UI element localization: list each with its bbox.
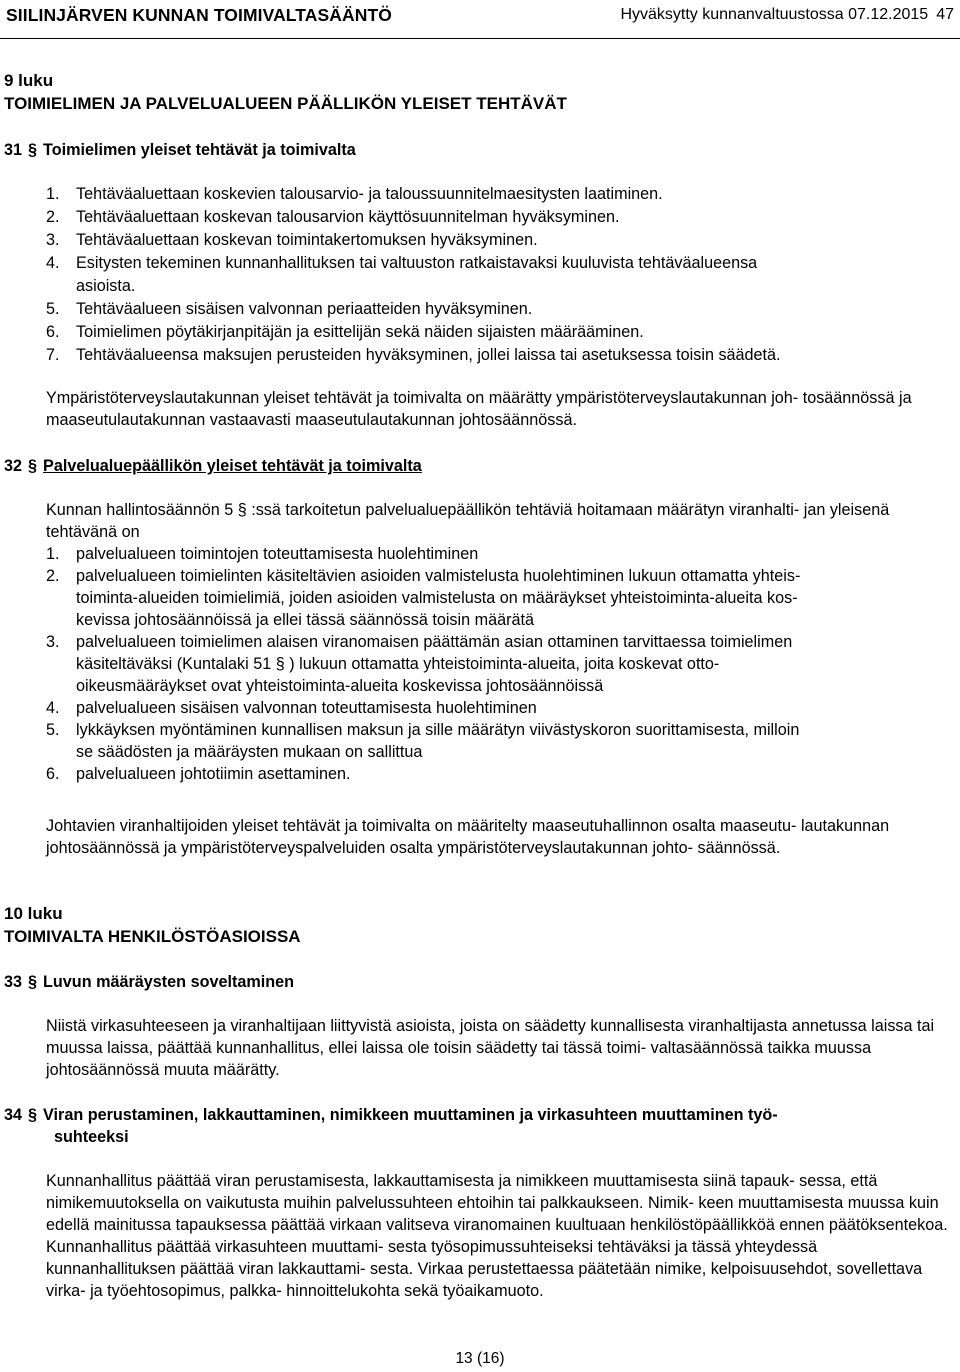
chapter-9-title: TOIMIELIMEN JA PALVELUALUEEN PÄÄLLIKÖN YLEISET TEHTÄVÄT bbox=[4, 94, 567, 113]
section-34-title-line1: Viran perustaminen, lakkauttaminen, nimikkeen muuttaminen ja virkasuhteen muuttaminen työ- bbox=[43, 1106, 778, 1124]
list-item: 6. palvelualueen johtotiimin asettaminen. bbox=[46, 765, 351, 783]
section-34-number: 34 bbox=[4, 1106, 23, 1124]
section-sign-icon: § bbox=[28, 1106, 38, 1124]
section-sign-icon: § bbox=[28, 973, 38, 991]
list-item: 2. palvelualueen toimielinten käsiteltävien asioiden valmistelusta huolehtiminen lukuun ottamatta yhteis- toiminta-alueiden toimielimiä, joiden asioiden valmistelusta on määräykset yhteistoiminta-alueita kos- kevissa johtosäännöissä ja ellei tässä säännössä toisin määrätä bbox=[46, 567, 801, 629]
section-34-title-line2: suhteeksi bbox=[54, 1128, 129, 1146]
paragraph: Kunnan hallintosäännön 5 § :ssä tarkoitetun palvelualuepäällikön tehtäviä hoitamaan määrätyn viranhalti- jan yleisenä tehtävänä on bbox=[46, 501, 890, 541]
section-33-title: Luvun määräysten soveltaminen bbox=[43, 973, 295, 991]
section-31-heading bbox=[4, 139, 356, 161]
section-33-number: 33 bbox=[4, 973, 23, 991]
list-item: 4. Esitysten tekeminen kunnanhallituksen tai valtuuston ratkaistavaksi kuuluvista tehtäväalueensa bbox=[46, 254, 758, 272]
header-page-number: 47 bbox=[936, 6, 954, 23]
paragraph: Ympäristöterveyslautakunnan yleiset tehtävät ja toimivalta on määrätty ympäristöterveyslautakunnan joh- tosäännössä ja maaseutulautakunnan vastaavasti maaseutulautakunnan johtosäännössä. bbox=[46, 389, 912, 429]
chapter-10-title: TOIMIVALTA HENKILÖSTÖASIOISSA bbox=[4, 927, 301, 946]
list-item: 3. Tehtäväaluettaan koskevan toimintakertomuksen hyväksyminen. bbox=[46, 231, 538, 249]
numbered-list bbox=[46, 543, 951, 785]
list-item: 5. lykkäyksen myöntäminen kunnallisen maksun ja sille määrätyn viivästyskoron suorittamisesta, milloin se säädösten ja määräysten mukaan on sallittua bbox=[46, 721, 800, 761]
list-item: 2. Tehtäväaluettaan koskevan talousarvion käyttösuunnitelman hyväksyminen. bbox=[46, 208, 620, 226]
paragraph: Johtavien viranhaltijoiden yleiset tehtävät ja toimivalta on määritelty maaseutuhallinnon osalta maaseutu- lautakunnan johtosäännössä ja ympäristöterveyspalveluiden osalta ympäristöterveyslautakunnan johto- säännössä. bbox=[46, 817, 890, 857]
list-item: 3. palvelualueen toimielimen alaisen viranomaisen päättämän asian ottaminen tarvittaessa toimielimen käsiteltäväksi (Kuntalaki 51 § ) lukuun ottamatta yhteistoiminta-alueita, joita koskevat otto- oikeusmääräykset ovat yhteistoiminta-alueita koskevissa johtosäännöissä bbox=[46, 633, 793, 695]
paragraph: Kunnanhallitus päättää viran perustamisesta, lakkauttamisesta ja nimikkeen muuttamisesta siinä tapauk- sessa, että nimikemuutoksella on vaikutusta muihin palvelussuhteen ehtoihin tai palkkaukseen. Nimik- keen muuttamisesta muussa kuin edellä mainitussa tapauksessa päättää virkaan valitseva viranomainen kuultuaan henkilöstöpäällikköä ennen päätöksentekoa. Kunnanhallitus päättää virkasuhteen muuttami- sesta työsopimussuhteiseksi tehtäväksi ja tässä yhteydessä kunnanhallituksen päättää viran lakkauttami- sesta. Virkaa perustettaessa päätetään nimike, kelpoisuusehdot, sovellettava virka- ja työehtosopimus, palkka- hinnoittelukohta sekä työaikamuoto. bbox=[46, 1172, 948, 1300]
page-footer-number: 13 (16) bbox=[455, 1350, 505, 1367]
section-sign-icon: § bbox=[28, 457, 38, 475]
list-item: 1. Tehtäväaluettaan koskevien talousarvio- ja taloussuunnitelmaesitysten laatiminen. bbox=[46, 185, 663, 203]
section-31-number: 31 bbox=[4, 141, 23, 159]
section-32-title: Palvelualuepäällikön yleiset tehtävät ja toimivalta bbox=[43, 457, 422, 475]
list-item: 4. palvelualueen sisäisen valvonnan toteuttamisesta huolehtiminen bbox=[46, 699, 537, 717]
section-34-heading bbox=[4, 1104, 944, 1126]
section-sign-icon: § bbox=[28, 141, 38, 159]
list-item: 1. palvelualueen toimintojen toteuttamisesta huolehtiminen bbox=[46, 545, 479, 563]
paragraph: Niistä virkasuhteeseen ja viranhaltijaan liittyvistä asioista, joista on säädetty kunnallisesta viranhaltijasta annetussa laissa tai muussa laissa, päättää kunnanhallitus, ellei laissa ole toisin säädetty tai tässä toimi- valtasäännössä taikka muussa johtosäännössä muuta määrätty. bbox=[46, 1017, 935, 1079]
list-item-continuation: asioista. bbox=[76, 277, 136, 295]
section-32-number: 32 bbox=[4, 457, 23, 475]
chapter-10-number: 10 luku bbox=[4, 904, 63, 923]
section-33-heading bbox=[4, 971, 294, 993]
header-rule bbox=[0, 38, 960, 39]
list-item: 7. Tehtäväalueensa maksujen perusteiden hyväksyminen, jollei laissa tai asetuksessa toisin säädetä. bbox=[46, 346, 781, 364]
document-header-title: SIILINJÄRVEN KUNNAN TOIMIVALTASÄÄNTÖ bbox=[6, 5, 393, 25]
list-item: 6. Toimielimen pöytäkirjanpitäjän ja esittelijän sekä näiden sijaisten määrääminen. bbox=[46, 323, 644, 341]
approval-text: Hyväksytty kunnanvaltuustossa 07.12.2015 bbox=[620, 6, 929, 23]
section-32-heading bbox=[4, 455, 422, 477]
list-item: 5. Tehtäväalueen sisäisen valvonnan periaatteiden hyväksyminen. bbox=[46, 300, 533, 318]
chapter-9-number: 9 luku bbox=[4, 71, 54, 90]
section-31-title: Toimielimen yleiset tehtävät ja toimivalta bbox=[43, 141, 356, 159]
document-header-approval bbox=[620, 4, 954, 26]
